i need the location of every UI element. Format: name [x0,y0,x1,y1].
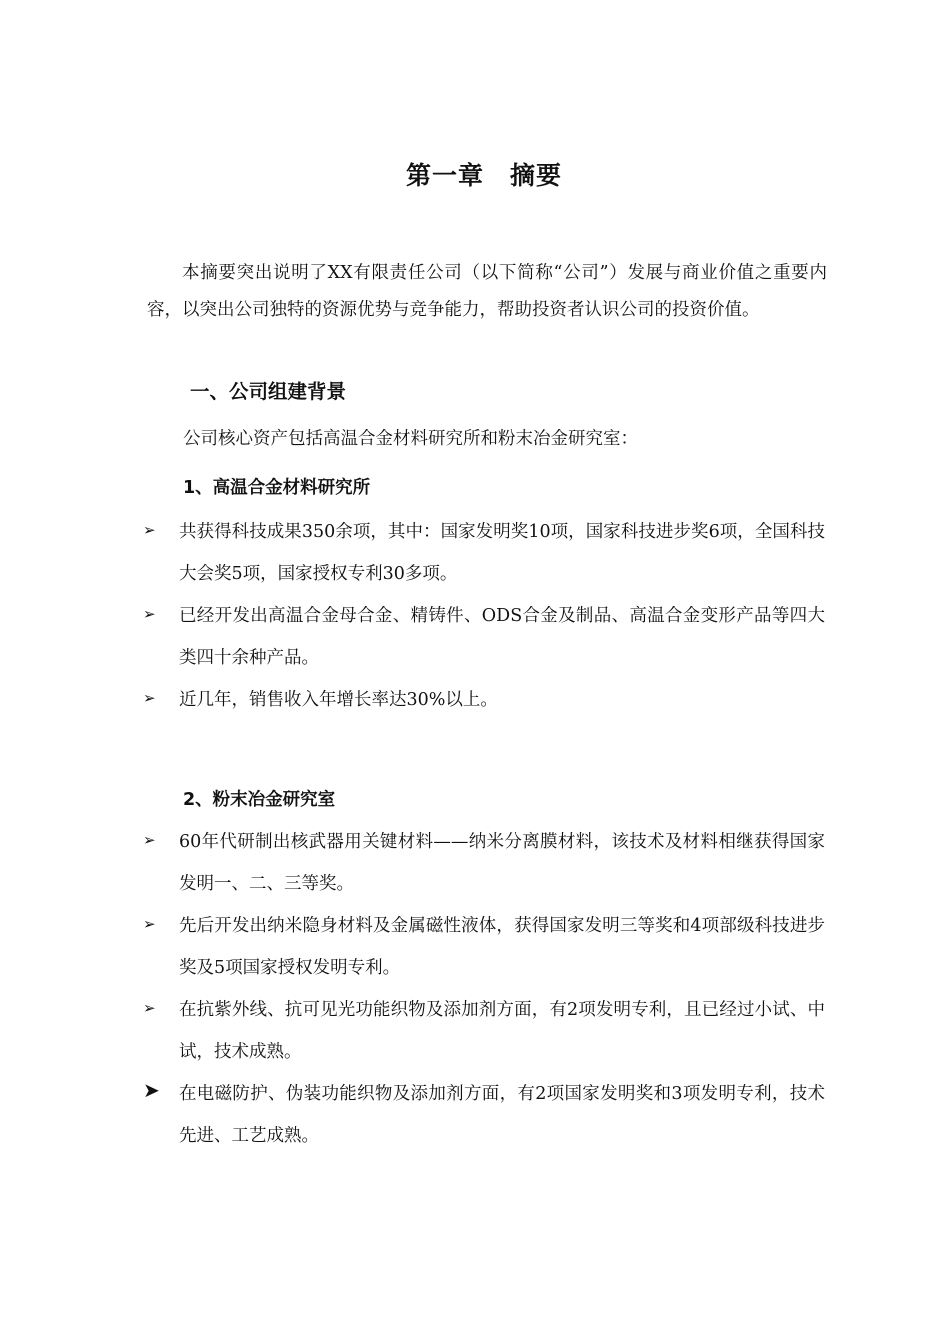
list-item-text: 在抗紫外线、抗可见光功能织物及添加剂方面，有2项发明专利，且已经过小试、中试，技术成熟。 [179,1000,825,1062]
list-item-text: 先后开发出纳米隐身材料及金属磁性液体，获得国家发明三等奖和4项部级科技进步奖及5项国家授权发明专利。 [179,916,825,978]
arrow-bullet-icon: ➢ [143,689,156,707]
list-item [143,511,833,595]
list-item [143,989,833,1073]
arrow-bullet-icon: ➢ [143,915,156,933]
subsection-heading-powder-metallurgy-lab: 2、粉末冶金研究室 [183,790,336,810]
list-item [143,905,833,989]
list-item-text: 在电磁防护、伪装功能织物及添加剂方面，有2项国家发明奖和3项发明专利，技术先进、工艺成熟。 [179,1084,825,1146]
list-item-text: 共获得科技成果350余项，其中：国家发明奖10项，国家科技进步奖6项，全国科技大会奖5项，国家授权专利30多项。 [179,522,825,584]
arrow-bullet-icon: ➢ [143,605,156,623]
section-intro-paragraph: 公司核心资产包括高温合金材料研究所和粉末冶金研究室： [183,429,638,449]
chapter-title: 第一章 摘要 [405,161,562,190]
list-item [143,595,833,679]
list-item-text: 已经开发出高温合金母合金、精铸件、ODS合金及制品、高温合金变形产品等四大类四十余种产品。 [179,606,825,668]
arrow-bullet-icon: ➤ [143,1078,160,1102]
list-item-text: 60年代研制出核武器用关键材料——纳米分离膜材料，该技术及材料相继获得国家发明一、二、三等奖。 [179,832,825,894]
arrow-bullet-icon: ➢ [143,831,156,849]
arrow-bullet-icon: ➢ [143,521,156,539]
summary-intro-paragraph: 本摘要突出说明了XX有限责任公司（以下简称“公司”）发展与商业价值之重要内容，以突出公司独特的资源优势与竞争能力，帮助投资者认识公司的投资价值。 [147,263,827,320]
arrow-bullet-icon: ➢ [143,999,156,1017]
list-item [143,821,833,905]
section-heading-company-background: 一、公司组建背景 [190,380,347,403]
list-item [143,1073,833,1157]
subsection-heading-superalloy-institute: 1、高温合金材料研究所 [183,478,371,498]
list-item-text: 近几年，销售收入年增长率达30%以上。 [179,690,498,710]
list-item [143,679,833,721]
